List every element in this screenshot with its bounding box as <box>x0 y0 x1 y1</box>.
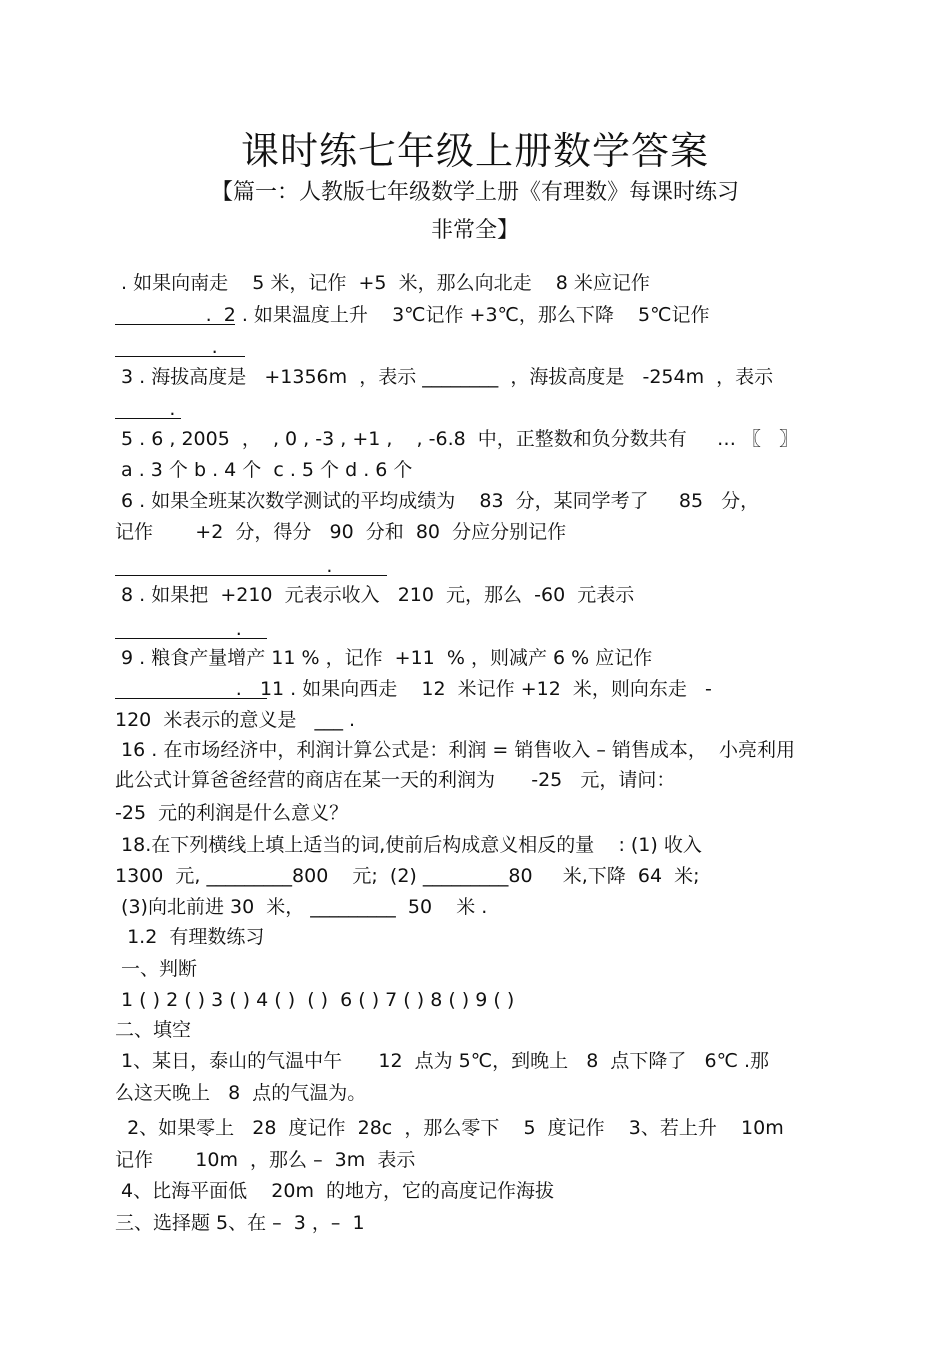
text-line: 120 米表示的意义是 ___ . <box>115 709 356 731</box>
text-line: 二、填空 <box>115 1019 192 1041</box>
text-line: 3 . 海拔高度是 +1356m ，表示 ________ ，海拔高度是 -254m ，表示 <box>115 366 774 388</box>
text-line: 16 . 在市场经济中，利润计算公式是：利润 = 销售收入 – 销售成本， 小亮利用 <box>115 739 795 761</box>
text-line: 9 . 粮食产量增产 11 % ，记作 +11 % ，则减产 6 % 应记作 <box>115 647 653 669</box>
text-line: 5 . 6 , 2005 ， , 0 , -3 , +1 , , -6.8 中，正整数和负分数共有 … 〖 〗 <box>115 428 799 450</box>
answer-blank <box>115 356 245 357</box>
answer-blank <box>115 575 387 576</box>
document-subtitle-line1: 【篇一：人教版七年级数学上册《有理数》每课时练习 <box>210 180 739 205</box>
text-line: -25 元的利润是什么意义？ <box>115 802 349 824</box>
text-line: a . 3 个 b . 4 个 c . 5 个 d . 6 个 <box>115 459 413 481</box>
text-line: 8 . 如果把 +210 元表示收入 210 元，那么 -60 元表示 <box>115 584 635 606</box>
text-line: 6 . 如果全班某次数学测试的平均成绩为 83 分，某同学考了 85 分， <box>115 490 760 512</box>
answer-blank <box>115 418 181 419</box>
text-line: . 2 . 如果温度上升 3℃记作 +3℃，那么下降 5℃记作 <box>115 304 710 326</box>
text-line: 记作 +2 分，得分 90 分和 80 分应分别记作 <box>115 521 567 543</box>
text-line: 此公式计算爸爸经营的商店在某一天的利润为 -25 元，请问： <box>115 769 676 791</box>
text-line: 1、某日，泰山的气温中午 12 点为 5℃，到晚上 8 点下降了 6℃ .那 <box>115 1050 769 1072</box>
document-subtitle-line2: 非常全】 <box>430 218 519 243</box>
text-line: . <box>115 334 218 360</box>
text-line: 么这天晚上 8 点的气温为。 <box>115 1082 367 1104</box>
answer-blank <box>115 638 267 639</box>
text-line: . <box>115 553 332 579</box>
answer-blank <box>115 698 267 699</box>
text-line: 一、判断 <box>115 958 198 980</box>
text-line: . <box>115 396 175 422</box>
text-line: 1.2 有理数练习 <box>115 926 265 948</box>
text-line: 记作 10m ，那么 – 3m 表示 <box>115 1149 416 1171</box>
text-line: (3)向北前进 30 米， _________ 50 米 . <box>115 896 488 918</box>
answer-blank <box>115 324 235 325</box>
text-line: . 如果向南走 5 米，记作 +5 米，那么向北走 8 米应记作 <box>115 272 650 294</box>
text-line: 1300 元, _________800 元; (2) _________80 米,下降 64 米; <box>115 865 700 887</box>
text-line: . 11 . 如果向西走 12 米记作 +12 米，则向东走 - <box>115 678 712 700</box>
text-line: 4、比海平面低 20m 的地方，它的高度记作海拔 <box>115 1180 555 1202</box>
text-line: 18.在下列横线上填上适当的词,使前后构成意义相反的量 : (1) 收入 <box>115 834 702 856</box>
text-line: . <box>115 616 242 642</box>
text-line: 1 ( ) 2 ( ) 3 ( ) 4 ( ) ( ) 6 ( ) 7 ( ) 8 ( ) 9 ( ) <box>115 989 515 1011</box>
text-line: 2、如果零上 28 度记作 28c ，那么零下 5 度记作 3、若上升 10m <box>115 1117 784 1139</box>
text-line: 三、选择题 5、在 – 3 ，– 1 <box>115 1212 365 1234</box>
document-title: 课时练七年级上册数学答案 <box>240 129 709 173</box>
